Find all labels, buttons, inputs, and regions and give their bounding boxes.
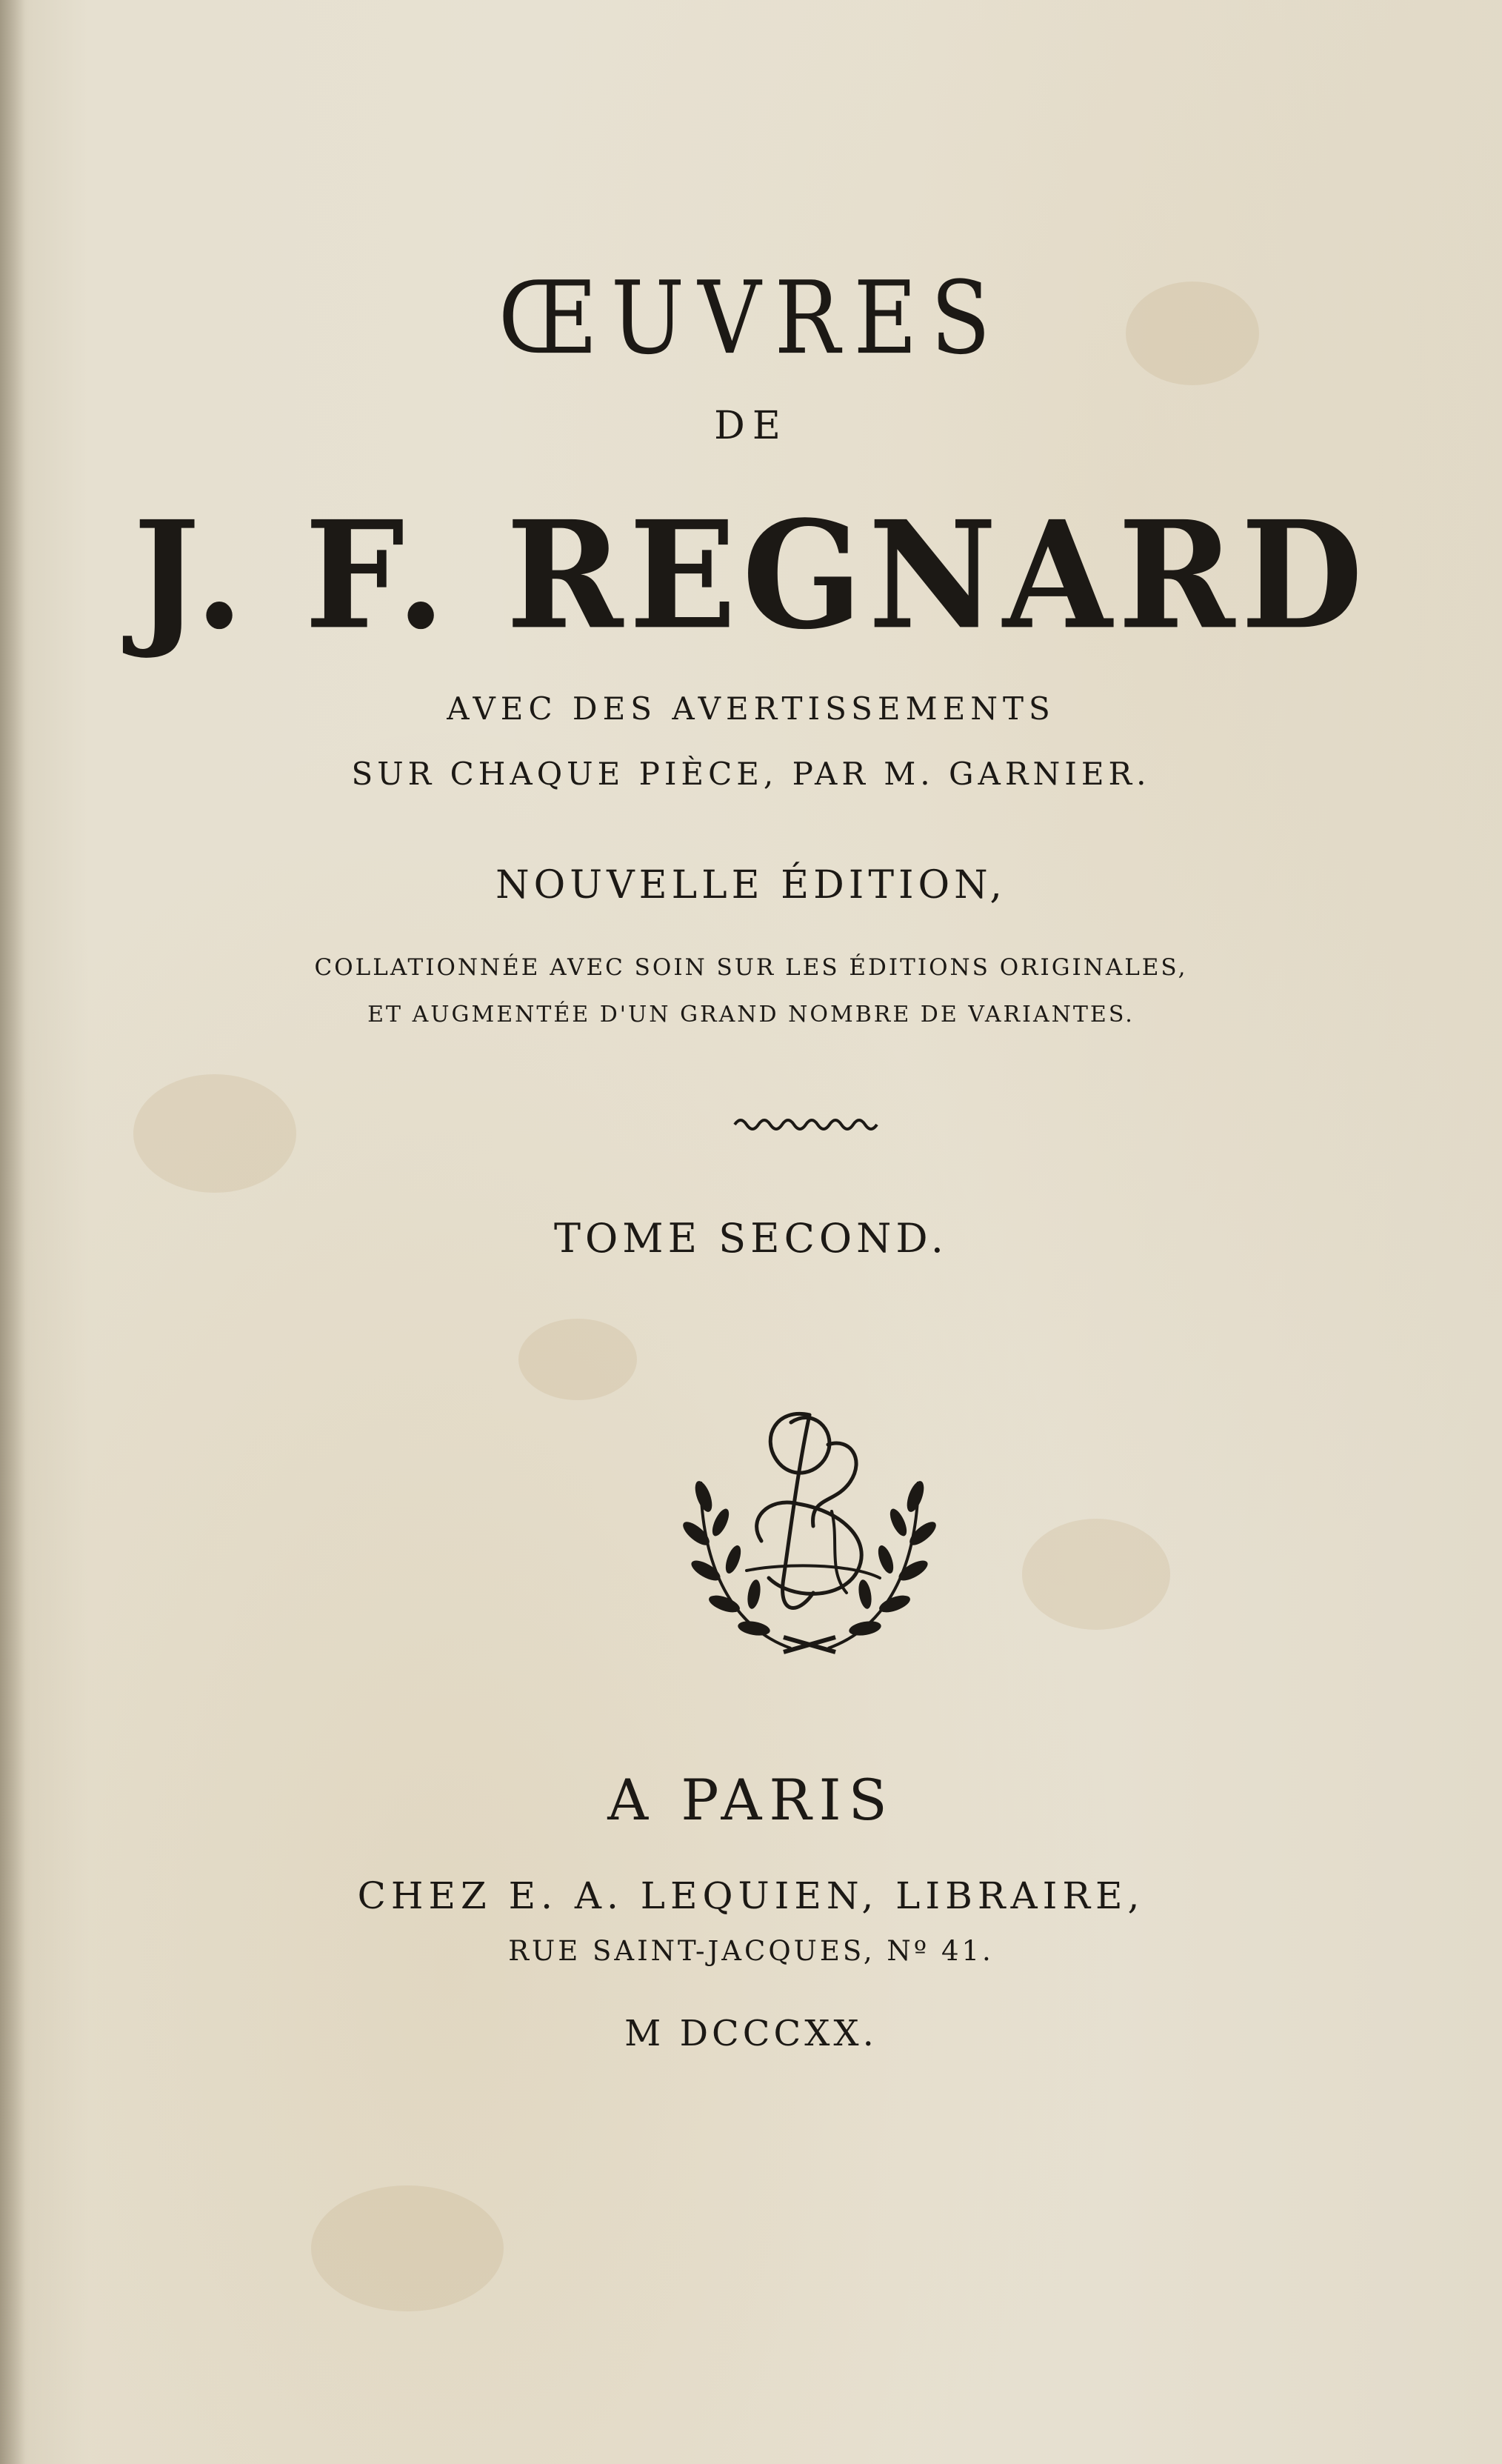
author-name: J. F. REGNARD — [133, 488, 1369, 662]
paper-stain — [311, 2185, 504, 2311]
publication-year: M DCCCXX. — [624, 2013, 878, 2054]
paper-stain — [1022, 1519, 1170, 1630]
book-title: ŒUVRES — [498, 259, 1004, 377]
paper-stain — [133, 1074, 296, 1193]
subtitle-line-2: SUR CHAQUE PIÈCE, PAR M. GARNIER. — [351, 756, 1151, 792]
paper-stain — [518, 1319, 637, 1400]
monogram-laurel-wreath-icon — [680, 1393, 939, 1667]
volume-number: TOME SECOND. — [554, 1215, 948, 1262]
edition-note-line-1: COLLATIONNÉE AVEC SOIN SUR LES ÉDITIONS ORIGINALES, — [314, 954, 1188, 981]
wavy-rule-ornament-icon — [732, 1111, 880, 1133]
publisher-name: CHEZ E. A. LEQUIEN, LIBRAIRE, — [357, 1874, 1145, 1917]
imprint-place: A PARIS — [607, 1767, 895, 1833]
subtitle-line-1: AVEC DES AVERTISSEMENTS — [447, 690, 1055, 727]
publisher-address: RUE SAINT-JACQUES, Nº 41. — [508, 1935, 994, 1967]
edition-note-line-2: ET AUGMENTÉE D'UN GRAND NOMBRE DE VARIANTES. — [367, 1002, 1135, 1028]
title-preposition: DE — [714, 404, 788, 448]
edition-statement: NOUVELLE ÉDITION, — [495, 863, 1007, 908]
